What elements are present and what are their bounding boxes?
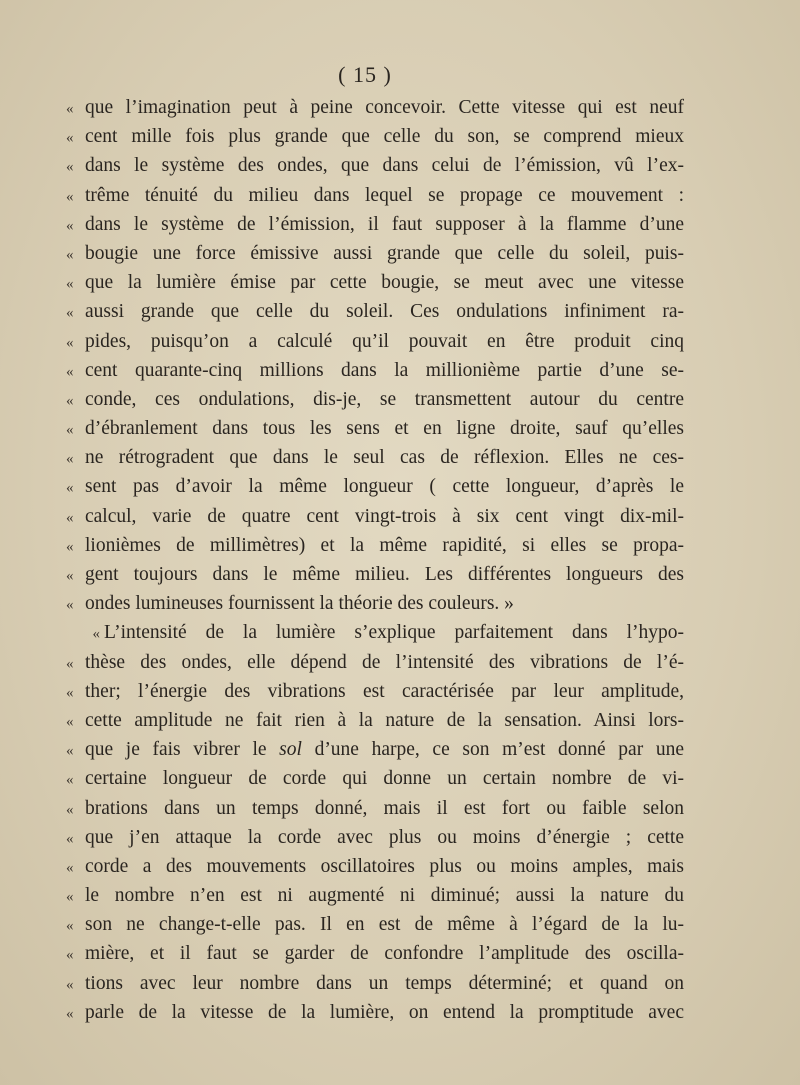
line-text: ondes lumineuses fournissent la théorie des couleurs. » (85, 593, 514, 615)
line-text: lionièmes de millimètres) et la même rapidité, si elles se propa- (85, 534, 684, 556)
text-line (66, 973, 684, 1002)
text-line (66, 185, 684, 214)
italic-word: sol (279, 739, 302, 761)
text-line (66, 447, 684, 476)
line-text: ther; l’énergie des vibrations est caractérisée par leur amplitude, (85, 680, 684, 702)
quote-mark: « (66, 684, 74, 701)
line-text: cent mille fois plus grande que celle du son, se comprend mieux (85, 126, 684, 148)
quote-mark: « (66, 859, 74, 876)
line-text: brations dans un temps donné, mais il est fort ou faible selon (85, 797, 684, 819)
text-line (66, 331, 684, 360)
text-line (66, 885, 684, 914)
line-text: pides, puisqu’on a calculé qu’il pouvait en être produit cinq (85, 330, 684, 352)
quote-mark: « (66, 538, 74, 555)
text-line (66, 1002, 684, 1031)
line-text: tions avec leur nombre dans un temps déterminé; et quand on (85, 972, 684, 994)
line-text: son ne change-t-elle pas. Il en est de même à l’égard de la lu- (85, 914, 684, 936)
line-text: gent toujours dans le même milieu. Les différentes longueurs des (85, 564, 684, 585)
line-text: certaine longueur de corde qui donne un certain nombre de vi- (85, 768, 684, 790)
quote-mark: « (66, 276, 74, 293)
quote-mark: « (66, 217, 74, 234)
text-line (66, 593, 684, 622)
text-line (66, 126, 684, 155)
quote-mark: « (66, 918, 74, 935)
quote-mark: « (66, 334, 74, 351)
text-line (66, 418, 684, 447)
quote-mark: « (66, 889, 74, 906)
text-line (66, 535, 684, 564)
line-text: corde a des mouvements oscillatoires plus ou moins amples, mais (85, 855, 684, 877)
quote-mark: « (66, 568, 74, 584)
line-text: L’intensité de la lumière s’explique parfaitement dans l’hypo- (104, 622, 684, 644)
line-text: calcul, varie de quatre cent vingt-trois à six cent vingt dix-mil- (85, 505, 684, 527)
quote-mark: « (66, 159, 74, 176)
text-line (66, 155, 684, 184)
text-line (66, 856, 684, 885)
quote-mark: « (66, 947, 74, 964)
quote-mark: « (66, 101, 74, 117)
line-text: thèse des ondes, elle dépend de l’intensité des vibrations de l’é- (85, 651, 684, 673)
text-line (66, 768, 684, 797)
quote-mark: « (66, 246, 74, 263)
body-text (66, 97, 684, 1031)
text-line (66, 710, 684, 739)
text-line (66, 389, 684, 418)
quote-mark: « (66, 451, 74, 468)
line-text: que la lumière émise par cette bougie, se meut avec une vitesse (85, 272, 684, 294)
line-text: cent quarante-cinq millions dans la millionième partie d’une se- (85, 359, 684, 381)
text-line (66, 476, 684, 505)
line-text-segment: que je fais vibrer le (85, 739, 280, 761)
quote-mark: « (66, 392, 74, 409)
quote-mark: « (66, 713, 74, 730)
quote-mark: « (66, 772, 74, 789)
line-text: cette amplitude ne fait rien à la nature de la sensation. Ainsi lors- (85, 709, 684, 731)
text-line (66, 564, 684, 593)
text-line (66, 360, 684, 389)
text-line (66, 622, 684, 651)
line-text: que l’imagination peut à peine concevoir. Cette vitesse qui est neuf (85, 97, 684, 118)
line-text: aussi grande que celle du soleil. Ces ondulations infiniment ra- (85, 301, 684, 323)
text-line (66, 243, 684, 272)
quote-mark: « (66, 1005, 74, 1022)
text-line (66, 681, 684, 710)
quote-mark: « (66, 305, 74, 322)
quote-mark: « (66, 422, 74, 439)
text-line (66, 214, 684, 243)
quote-mark: « (66, 188, 74, 205)
text-line (66, 97, 684, 126)
text-line (66, 827, 684, 856)
quote-mark: « (66, 480, 74, 497)
line-text: dans le système des ondes, que dans celui de l’émission, vû l’ex- (85, 155, 684, 177)
quote-mark: « (66, 655, 74, 672)
line-text: le nombre n’en est ni augmenté ni diminué; aussi la nature du (85, 885, 684, 907)
line-text: parle de la vitesse de la lumière, on entend la promptitude avec (85, 1001, 684, 1023)
line-text: que j’en attaque la corde avec plus ou moins d’énergie ; cette (85, 826, 684, 848)
line-text: mière, et il faut se garder de confondre l’amplitude des oscilla- (85, 943, 684, 965)
line-text (85, 739, 684, 761)
quote-mark: « (66, 801, 74, 818)
line-text: dans le système de l’émission, il faut supposer à la flamme d’une (85, 213, 684, 235)
text-line (66, 301, 684, 330)
line-text: sent pas d’avoir la même longueur ( cette longueur, d’après le (85, 476, 684, 498)
text-line (66, 798, 684, 827)
line-text: conde, ces ondulations, dis-je, se transmettent autour du centre (85, 388, 684, 410)
text-line (66, 506, 684, 535)
quote-mark: « (66, 363, 74, 380)
line-text: ne rétrogradent que dans le seul cas de réflexion. Elles ne ces- (85, 447, 684, 469)
quote-mark: « (66, 130, 74, 147)
quote-mark: « (66, 743, 74, 760)
quote-mark: « (66, 597, 74, 614)
line-text: bougie une force émissive aussi grande que celle du soleil, puis- (85, 242, 684, 264)
quote-mark: « (66, 830, 74, 847)
line-text: d’ébranlement dans tous les sens et en ligne droite, sauf qu’elles (85, 418, 684, 440)
quote-mark: « (66, 509, 74, 526)
line-text-segment: d’une harpe, ce son m’est donné par une (301, 739, 684, 761)
quote-mark: « (66, 976, 74, 993)
text-line (66, 272, 684, 301)
text-line (66, 739, 684, 768)
text-line (66, 943, 684, 972)
text-line (66, 914, 684, 943)
page-number: ( 15 ) (338, 62, 392, 87)
line-text: trême ténuité du milieu dans lequel se propage ce mouvement : (85, 184, 684, 206)
text-line (66, 652, 684, 681)
quote-mark: « (92, 626, 100, 643)
